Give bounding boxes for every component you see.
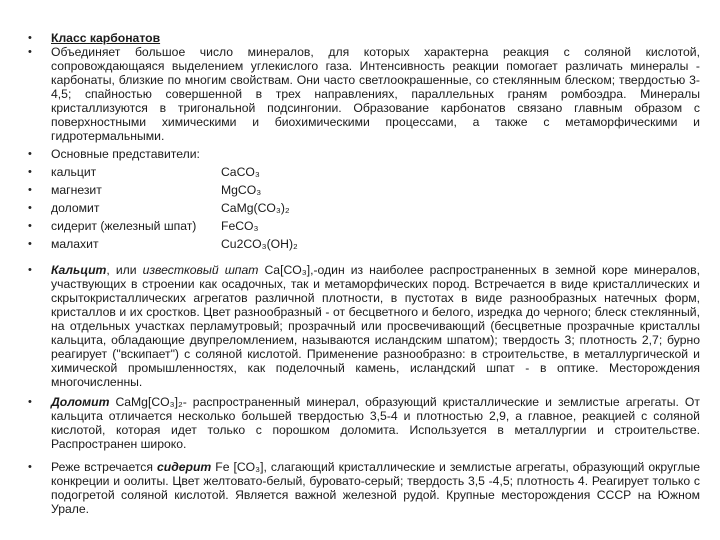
mineral-row-calcite xyxy=(28,165,700,179)
mineral-name: кальцит xyxy=(51,165,97,179)
mineral-name: сидерит (железный шпат) xyxy=(51,219,197,233)
list-item-calcite xyxy=(28,263,700,389)
dolomite-term: Доломит xyxy=(51,395,110,409)
calcite-connector: , или xyxy=(106,263,143,277)
calcite-term: Кальцит xyxy=(51,263,107,277)
mineral-name: магнезит xyxy=(51,183,102,197)
mineral-row-malachite xyxy=(28,237,700,251)
calcite-alt-term: известковый шпат xyxy=(142,263,259,277)
mineral-formula: CaMg(CO₃)₂ xyxy=(221,201,290,215)
dolomite-formula: CaMg[CO₃]₂ xyxy=(109,395,183,409)
calcite-text: -один из наиболее распространенных в земной коре минералов, участвующих в строении как осадочных, так и метаморфических пород. Встречается в виде кристаллических и скрытокристаллических агрегатов различной плотности, в пустотах в виде разнообразных натечных форм, кристаллов и их сростков. Цвет разнообразный - от бесцветного и белого, изредка до черного; блеск стеклянный, на отдельных участках перламутровый; прозрачный или просвечивающий (бесцветные прозрачные кристаллы кальцита, обладающие двупреломлением, называются исландским шпатом); твердость 3; плотность 2,7; бурно реагирует ("вскипает") с соляной кислотой. Применение разнообразно: в строительстве, в металлургической и химической промышленностях, как поделочный камень, исландский шпат - в оптике. Месторождения многочисленны. xyxy=(51,263,700,389)
intro-text: Объединяет большое число минералов, для которых характерна реакция с соляной кислотой, сопровождающаяся выделением углекислого газа. Интенсивность реакции помогает различать минералы - карбонаты, близкие по многим свойствам. Они часто светлоокрашенные, со стеклянным блеском; твердостью 3-4,5; спайностью совершенной в трех направлениях, параллельных граням ромбоэдра. Минералы кристаллизуются в тригональной подсингонии. Образование карбонатов связано главным образом с поверхностными химическими и биохимическими процессами, а также с метаморфическими и гидротермальными. xyxy=(51,45,700,143)
representatives-heading: Основные представители: xyxy=(51,147,200,161)
siderite-lead: Реже встречается xyxy=(51,460,157,474)
mineral-formula: CaCO₃ xyxy=(221,165,260,179)
list-item-title xyxy=(28,31,700,45)
siderite-text: Fe [CO₃], слагающий кристаллические и землистые агрегаты, образующий округлые конкреции и оолиты. Цвет желтовато-белый, буровато-серый; твердость 3,5 -4,5; плотность 4. Реагирует только с подогретой соляной кислотой. Является важной железной рудой. Крупные месторождения СССР на Южном Урале. xyxy=(51,460,700,516)
mineral-formula: MgCO₃ xyxy=(221,183,262,197)
list-item-siderite xyxy=(28,460,700,516)
bullet-list xyxy=(28,31,700,516)
mineral-formula: FeCO₃ xyxy=(221,219,259,233)
mineral-name: малахит xyxy=(51,237,99,251)
mineral-row-dolomite xyxy=(28,201,700,215)
mineral-row-magnesite xyxy=(28,183,700,197)
siderite-term: сидерит xyxy=(156,460,212,474)
mineral-formula: Cu2CO₃(OH)₂ xyxy=(221,237,298,251)
list-item-intro xyxy=(28,45,700,143)
mineral-row-siderite xyxy=(28,219,700,233)
section-title: Класс карбонатов xyxy=(51,31,161,45)
list-item-dolomite xyxy=(28,395,700,451)
calcite-formula: Ca[CO₃], xyxy=(258,263,314,277)
dolomite-text: - распространенный минерал, образующий кристаллические и землистые агрегаты. От кальцита отличается несколько большей твердостью 3,5-4 и плотностью 2,9, а главное, реакцией с соляной кислотой, которая идет только с порошком доломита. Используется в металлургии и строительстве. Распространен широко. xyxy=(51,395,700,451)
list-item-representatives-heading xyxy=(28,147,700,161)
mineral-name: доломит xyxy=(51,201,100,215)
